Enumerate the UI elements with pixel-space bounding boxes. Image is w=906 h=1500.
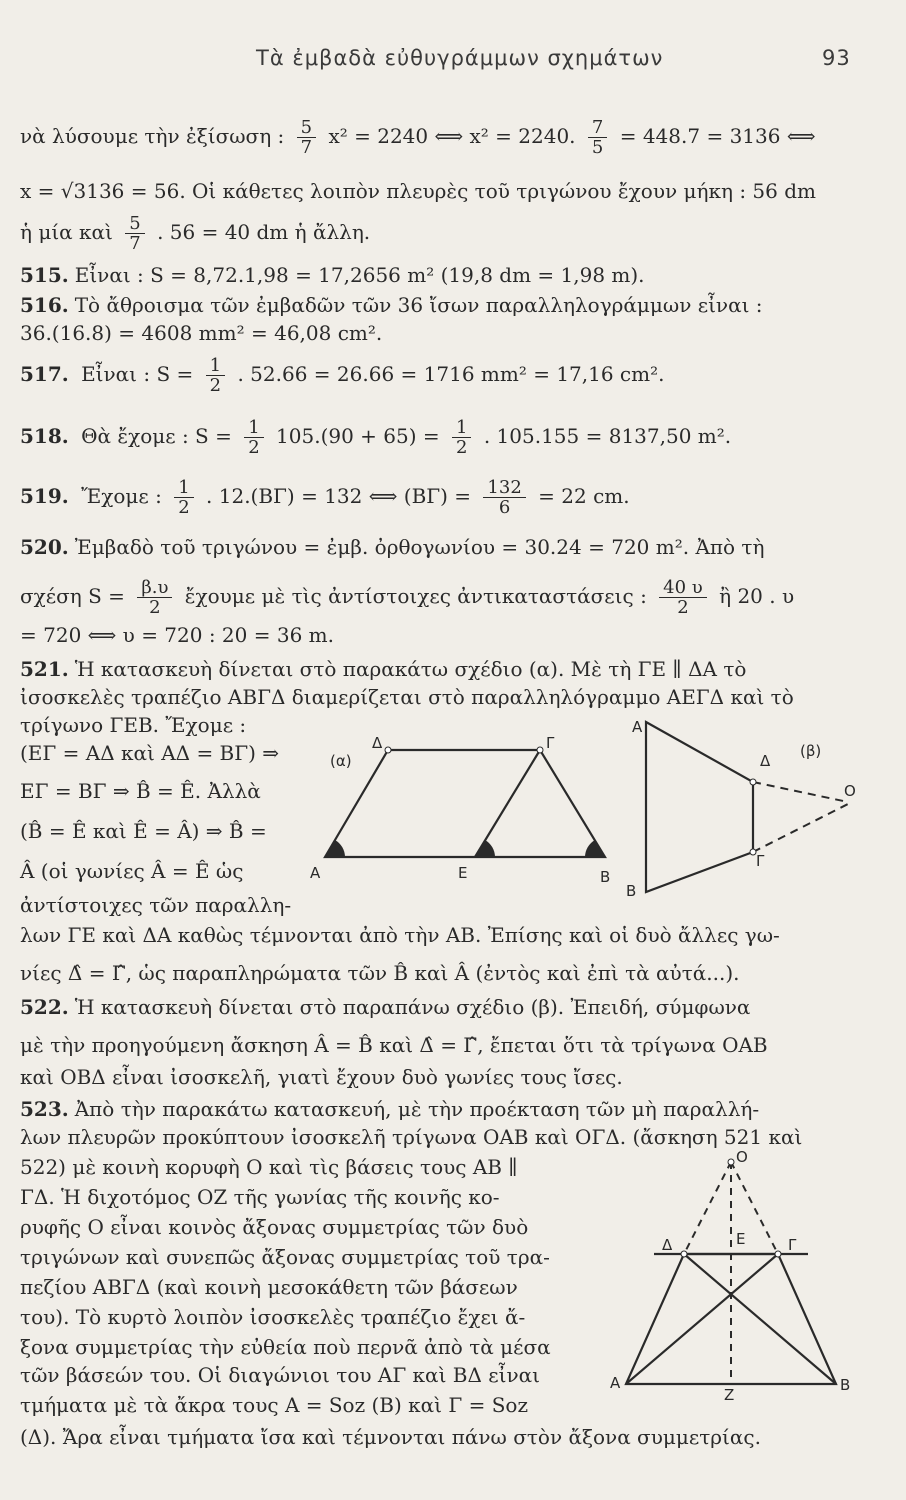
fraction bbox=[483, 478, 525, 517]
text-line: τμήματα μὲ τὰ ἄκρα τους Α = Soz (Β) καὶ Γ = Soz bbox=[20, 1393, 528, 1417]
text-line: τριγώνων καὶ συνεπῶς ἄξονας συμμετρίας τοῦ τρα- bbox=[20, 1245, 550, 1269]
text-segment: = 448.7 = 3136 ⟺ bbox=[619, 124, 816, 148]
exercise-523 bbox=[20, 1096, 759, 1122]
text-line: (Δ). Ἄρα εἶναι τμήματα ἴσα καὶ τέμνονται πάνω στὸν ἄξονα συμμετρίας. bbox=[20, 1425, 761, 1449]
exercise-518 bbox=[20, 418, 731, 457]
text-segment: Τὸ ἄθροισμα τῶν ἐμβαδῶν τῶν 36 ἴσων παραλληλογράμμων εἶναι : bbox=[74, 293, 763, 317]
fraction bbox=[588, 118, 607, 157]
label-e: Ε bbox=[736, 1230, 746, 1248]
label-d: Δ bbox=[662, 1236, 673, 1254]
text-line bbox=[20, 578, 794, 617]
text-line: λων ΓΕ καὶ ΔΑ καθὼς τέμνονται ἀπὸ τὴν ΑΒ. Ἐπίσης καὶ οἱ δυὸ ἄλλες γω- bbox=[20, 923, 780, 947]
point-d bbox=[385, 747, 391, 753]
label-z: Ζ bbox=[724, 1386, 735, 1400]
angle-mark-a bbox=[325, 840, 345, 857]
exercise-517 bbox=[20, 356, 664, 395]
numerator: β.υ bbox=[137, 578, 172, 598]
text-segment: σχέση S = bbox=[20, 584, 125, 608]
denominator: 2 bbox=[209, 375, 222, 396]
text-segment: . 12.(ΒΓ) = 132 ⟺ (ΒΓ) = bbox=[206, 484, 472, 508]
point-g bbox=[537, 747, 543, 753]
numerator: 5 bbox=[297, 118, 316, 138]
exercise-number: 516. bbox=[20, 293, 69, 317]
numerator: 7 bbox=[588, 118, 607, 138]
text-line: ἀντίστοιχες τῶν παραλλη- bbox=[20, 893, 292, 917]
text-line: λων πλευρῶν προκύπτουν ἰσοσκελῆ τρίγωνα ΟΑΒ καὶ ΟΓΔ. (ἄσκηση 521 καὶ bbox=[20, 1125, 803, 1149]
fraction bbox=[137, 578, 172, 617]
numerator: 132 bbox=[483, 478, 525, 498]
text-segment: ἔχουμε μὲ τὶς ἀντίστοιχες ἀντικαταστάσεις : bbox=[184, 584, 647, 608]
exercise-519 bbox=[20, 478, 630, 517]
text-segment: Εἶναι : S = bbox=[81, 362, 194, 386]
text-line: ξονα συμμετρίας τὴν εὐθεία ποὺ περνᾶ ἀπὸ τὰ μέσα bbox=[20, 1335, 551, 1359]
text-segment: . 52.66 = 26.66 = 1716 mm² = 17,16 cm². bbox=[237, 362, 665, 386]
text-line: ἰσοσκελὲς τραπέζιο ΑΒΓΔ διαμερίζεται στὸ παραλληλόγραμμο ΑΕΓΔ καὶ τὸ bbox=[20, 685, 794, 709]
label-e: Ε bbox=[458, 864, 468, 882]
label-o: Ο bbox=[844, 782, 856, 800]
text-line: μὲ τὴν προηγούμενη ἄσκηση Â = B̂ καὶ Δ̂ = Γ̂, ἔπεται ὅτι τὰ τρίγωνα ΟΑΒ bbox=[20, 1033, 768, 1057]
exercise-number: 515. bbox=[20, 263, 69, 287]
extension-left bbox=[684, 1162, 731, 1254]
exercise-number: 517. bbox=[20, 362, 69, 386]
exercise-521 bbox=[20, 656, 746, 682]
point-d bbox=[750, 779, 756, 785]
text-segment: Ἔχομε : bbox=[81, 484, 162, 508]
page-number: 93 bbox=[822, 46, 851, 70]
text-line: (ΕΓ = ΑΔ καὶ ΑΔ = ΒΓ) ⇒ bbox=[20, 741, 280, 765]
running-header: Τὰ ἐμβαδὰ εὐθυγράμμων σχημάτων bbox=[256, 46, 664, 70]
label-o: Ο bbox=[736, 1148, 748, 1166]
denominator: 6 bbox=[498, 497, 511, 518]
exercise-515 bbox=[20, 262, 645, 288]
numerator: 5 bbox=[125, 214, 144, 234]
extension-bg bbox=[753, 804, 848, 852]
numerator: 1 bbox=[244, 418, 263, 438]
diagonal-ag bbox=[626, 1254, 778, 1384]
label-g: Γ bbox=[788, 1236, 797, 1254]
text-segment: ἢ 20 . υ bbox=[719, 584, 795, 608]
text-segment: Εἶναι : S = 8,72.1,98 = 17,2656 m² (19,8 dm = 1,98 m). bbox=[74, 263, 645, 287]
exercise-number: 523. bbox=[20, 1097, 69, 1121]
label-g: Γ bbox=[756, 852, 765, 870]
fraction bbox=[659, 578, 707, 617]
point-o bbox=[728, 1159, 734, 1165]
text-line: 522) μὲ κοινὴ κορυφὴ Ο καὶ τὶς βάσεις τους ΑΒ ∥ bbox=[20, 1155, 518, 1179]
exercise-522 bbox=[20, 994, 750, 1020]
numerator: 1 bbox=[452, 418, 471, 438]
label-b: Β bbox=[840, 1376, 851, 1394]
exercise-number: 518. bbox=[20, 424, 69, 448]
text-segment: . 56 = 40 dm ἡ ἄλλη. bbox=[157, 220, 371, 244]
text-line: ΓΔ. Ἡ διχοτόμος ΟΖ τῆς γωνίας τῆς κοινῆς κο- bbox=[20, 1185, 500, 1209]
exercise-number: 520. bbox=[20, 535, 69, 559]
exercise-number: 521. bbox=[20, 657, 69, 681]
exercise-516 bbox=[20, 292, 763, 318]
text-line: τῶν βάσεών του. Οἱ διαγώνιοι του ΑΓ καὶ ΒΔ εἶναι bbox=[20, 1363, 540, 1387]
text-line: Â (οἱ γωνίες Â = Ê ὡς bbox=[20, 859, 244, 883]
text-segment: Ἡ κατασκευὴ δίνεται στὸ παραπάνω σχέδιο (β). Ἐπειδή, σύμφωνα bbox=[74, 995, 751, 1019]
text-segment: ἡ μία καὶ bbox=[20, 220, 113, 244]
text-segment: Ἡ κατασκευὴ δίνεται στὸ παρακάτω σχέδιο (α). Μὲ τὴ ΓΕ ∥ ΔΑ τὸ bbox=[74, 657, 747, 681]
fraction bbox=[174, 478, 193, 517]
angle-mark-b bbox=[585, 840, 605, 857]
label-b: Β bbox=[626, 882, 637, 900]
text-line: τρίγωνο ΓΕΒ. Ἔχομε : bbox=[20, 713, 247, 737]
label-g: Γ bbox=[546, 734, 555, 752]
text-segment: νὰ λύσουμε τὴν ἐξίσωση : bbox=[20, 124, 285, 148]
text-segment: x² = 2240 ⟺ x² = 2240. bbox=[328, 124, 576, 148]
text-line bbox=[20, 214, 370, 253]
text-segment: 105.(90 + 65) = bbox=[276, 424, 440, 448]
text-segment: Θὰ ἔχομε : S = bbox=[81, 424, 232, 448]
denominator: 2 bbox=[248, 437, 260, 458]
label-d: Δ bbox=[760, 752, 771, 770]
figure-tag: (α) bbox=[330, 752, 352, 770]
numerator: 1 bbox=[206, 356, 225, 376]
text-line: πεζίου ΑΒΓΔ (καὶ κοινὴ μεσοκάθετη τῶν βάσεων bbox=[20, 1275, 518, 1299]
label-a: Α bbox=[610, 1374, 621, 1392]
label-d: Δ bbox=[372, 734, 383, 752]
denominator: 7 bbox=[129, 233, 141, 254]
fraction bbox=[125, 214, 144, 253]
angle-mark-e bbox=[475, 840, 495, 857]
point-g bbox=[775, 1251, 781, 1257]
exercise-number: 519. bbox=[20, 484, 69, 508]
denominator: 2 bbox=[149, 597, 161, 618]
text-segment: Ἐμβαδὸ τοῦ τριγώνου = ἐμβ. ὀρθογωνίου = 30.24 = 720 m². Ἀπὸ τὴ bbox=[74, 535, 765, 559]
text-line: ΕΓ = ΒΓ ⇒ B̂ = Ê. Ἀλλὰ bbox=[20, 779, 261, 803]
fraction bbox=[206, 356, 225, 395]
extension-ad bbox=[753, 782, 848, 802]
text-segment: . 105.155 = 8137,50 m². bbox=[483, 424, 732, 448]
diagonal-bd bbox=[684, 1254, 836, 1384]
label-b: Β bbox=[600, 868, 611, 882]
numerator: 1 bbox=[174, 478, 193, 498]
denominator: 7 bbox=[300, 137, 313, 158]
label-a: Α bbox=[310, 864, 321, 882]
numerator: 40 υ bbox=[659, 578, 707, 598]
text-line: (B̂ = Ê καὶ Ê = Â) ⇒ B̂ = bbox=[20, 819, 267, 843]
denominator: 2 bbox=[178, 497, 190, 518]
denominator: 2 bbox=[456, 437, 468, 458]
figure-beta-trapezoid bbox=[608, 712, 868, 900]
text-line: του). Τὸ κυρτὸ λοιπὸν ἰσοσκελὲς τραπέζιο ἔχει ἄ- bbox=[20, 1305, 526, 1329]
text-line: 36.(16.8) = 4608 mm² = 46,08 cm². bbox=[20, 321, 383, 345]
point-d bbox=[681, 1251, 687, 1257]
text-segment: = 22 cm. bbox=[538, 484, 630, 508]
text-line: x = √3136 = 56. Οἱ κάθετες λοιπὸν πλευρὲς τοῦ τριγώνου ἔχουν μήκη : 56 dm bbox=[20, 179, 816, 203]
trapezoid-abgd bbox=[646, 722, 753, 892]
figure-symmetric-trapezoid bbox=[596, 1142, 866, 1400]
fraction bbox=[297, 118, 316, 157]
text-segment: Ἀπὸ τὴν παρακάτω κατασκευή, μὲ τὴν προέκταση τῶν μὴ παραλλή- bbox=[74, 1097, 760, 1121]
text-line: καὶ ΟΒΔ εἶναι ἰσοσκελῆ, γιατὶ ἔχουν δυὸ γωνίες τους ἴσες. bbox=[20, 1065, 623, 1089]
text-line: νίες Δ̂ = Γ̂, ὡς παραπληρώματα τῶν B̂ καὶ Â (ἐντὸς καὶ ἐπὶ τὰ αὐτά...). bbox=[20, 961, 740, 985]
figure-alpha-trapezoid bbox=[300, 722, 630, 882]
text-line bbox=[20, 118, 816, 157]
denominator: 2 bbox=[677, 597, 689, 618]
denominator: 5 bbox=[591, 137, 604, 158]
text-line: = 720 ⟺ υ = 720 : 20 = 36 m. bbox=[20, 623, 334, 647]
label-a: Α bbox=[632, 718, 643, 736]
trapezoid-abgd bbox=[325, 750, 605, 857]
text-line: ρυφῆς Ο εἶναι κοινὸς ἄξονας συμμετρίας τῶν δυὸ bbox=[20, 1215, 529, 1239]
exercise-520 bbox=[20, 534, 764, 560]
figure-tag: (β) bbox=[800, 742, 822, 760]
fraction bbox=[244, 418, 263, 457]
exercise-number: 522. bbox=[20, 995, 69, 1019]
fraction bbox=[452, 418, 471, 457]
